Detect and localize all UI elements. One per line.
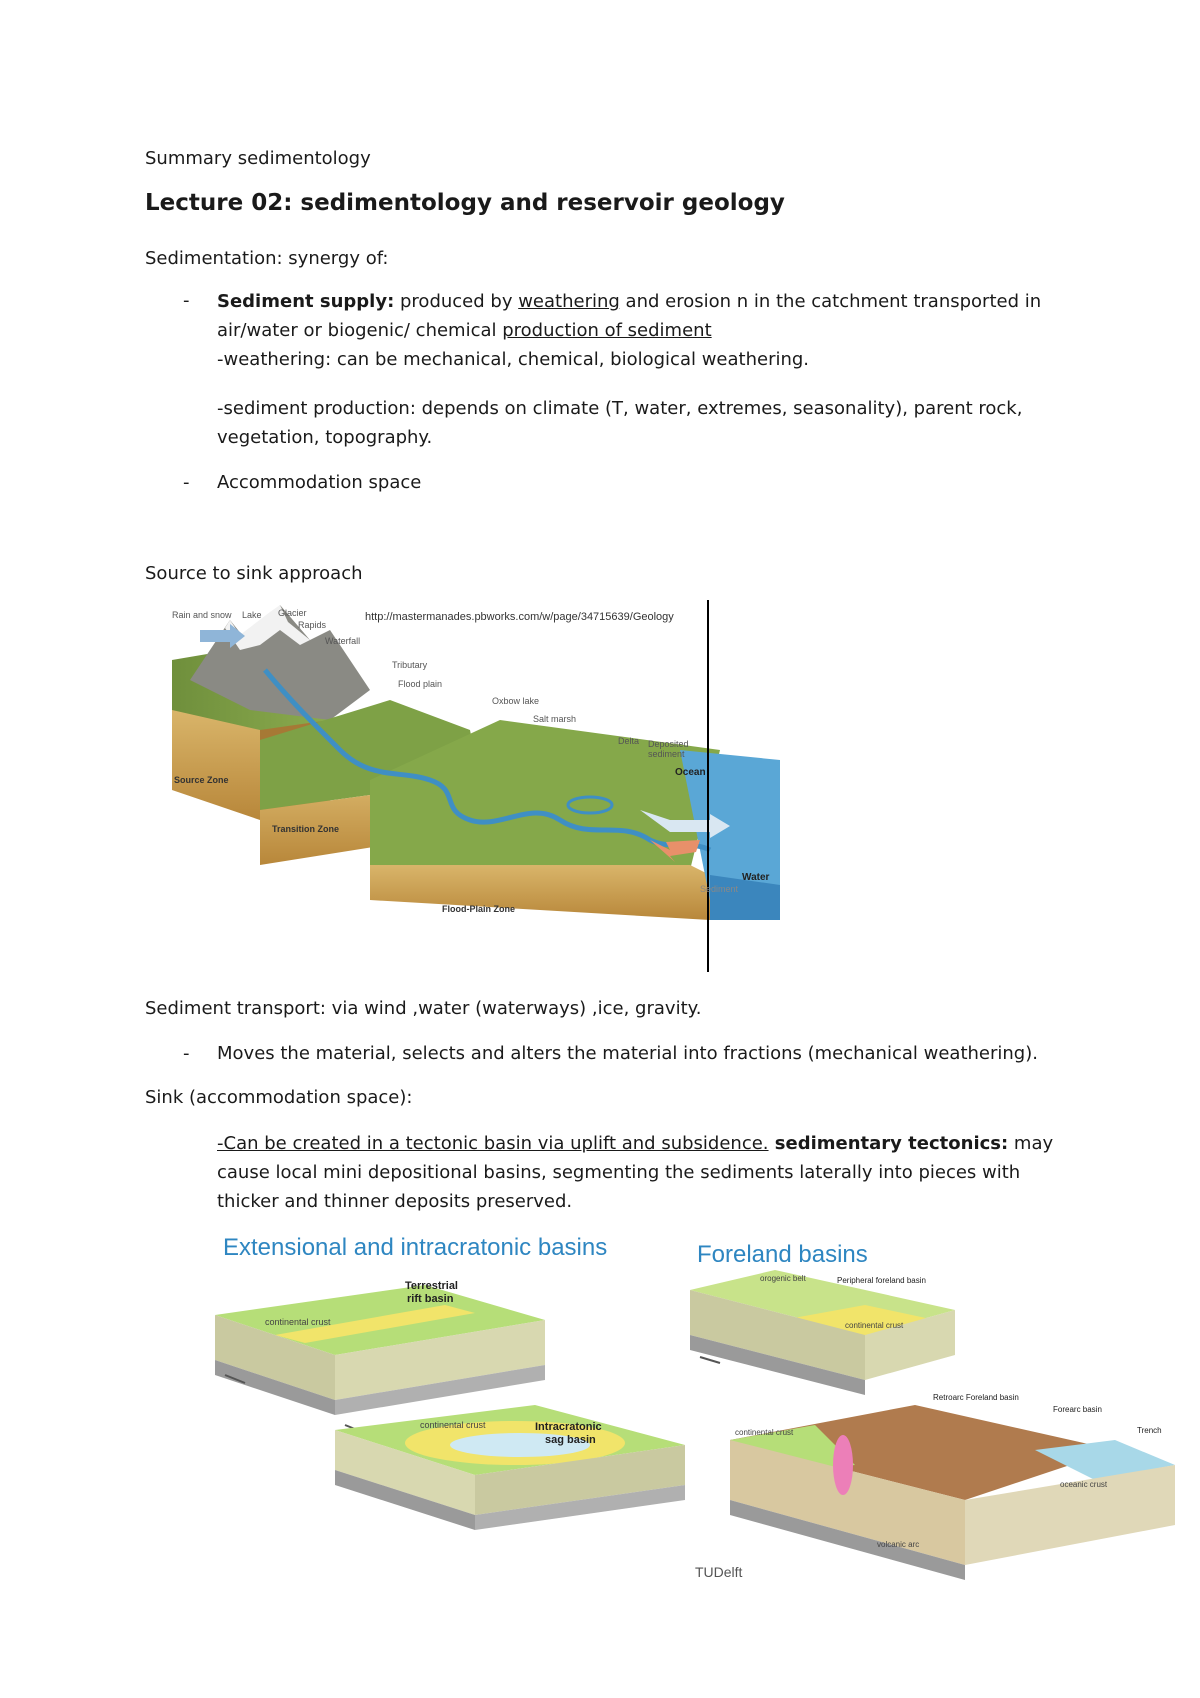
label-waterfall: Waterfall — [325, 636, 361, 646]
label-glacier: Glacier — [278, 608, 307, 618]
label-rift-basin: rift basin — [407, 1293, 454, 1305]
label-orogenic-belt: orogenic belt — [760, 1274, 806, 1283]
label-deposited: Deposited — [648, 739, 689, 749]
figure-url: http://mastermanades.pbworks.com/w/page/34715639/Geology — [365, 611, 674, 623]
label-lake: Lake — [242, 610, 262, 620]
text-span: may — [1008, 1133, 1054, 1154]
sag-basin-diagram — [335, 1405, 685, 1530]
label-trench: Trench — [1137, 1426, 1162, 1435]
label-sag-crust: continental crust — [420, 1420, 486, 1430]
text-span: and erosion n in the catchment transported in — [619, 291, 1042, 312]
label-sag-basin: sag basin — [545, 1434, 596, 1446]
label-ocean: Ocean — [675, 767, 706, 778]
label-peripheral-foreland: Peripheral foreland basin — [837, 1276, 926, 1285]
source-to-sink-heading: Source to sink approach — [145, 563, 363, 584]
underlined-tectonic-basin: -Can be created in a tectonic basin via uplift and subsidence. — [217, 1133, 769, 1154]
bullet-sediment-supply-line2 — [217, 317, 712, 345]
label-delta: Delta — [618, 736, 640, 746]
sink-line2: cause local mini depositional basins, segmenting the sediments laterally into pieces with — [217, 1162, 1021, 1183]
label-terrestrial: Terrestrial — [405, 1280, 458, 1292]
label-retroarc-foreland: Retroarc Foreland basin — [933, 1393, 1019, 1402]
label-volcanic-arc: volcanic arc — [877, 1540, 920, 1549]
source-to-sink-figure — [170, 600, 780, 972]
text-span: produced by — [394, 291, 519, 312]
link-production-of-sediment: production of sediment — [502, 320, 712, 341]
sink-line3: thicker and thinner deposits preserved. — [217, 1191, 573, 1212]
sink-heading: Sink (accommodation space): — [145, 1087, 413, 1108]
weathering-note: -weathering: can be mechanical, chemical, biological weathering. — [217, 349, 810, 370]
label-source-zone: Source Zone — [174, 775, 229, 785]
label-flood-plain: Flood plain — [398, 679, 443, 689]
label-oceanic-crust: oceanic crust — [1060, 1480, 1108, 1489]
bullet-sediment-supply-line1 — [217, 288, 1041, 316]
retroarc-foreland-diagram — [730, 1393, 1175, 1580]
sedimentation-intro: Sedimentation: synergy of: — [145, 248, 389, 269]
bullet-accommodation-space: Accommodation space — [217, 472, 422, 493]
label-flood-plain-zone: Flood-Plain Zone — [442, 904, 515, 914]
label-salt-marsh: Salt marsh — [533, 714, 577, 724]
sink-line1 — [217, 1130, 1053, 1158]
label-rapids: Rapids — [298, 620, 327, 630]
tudelft-footer: TUDelft — [695, 1564, 743, 1580]
term-sediment-supply: Sediment supply: — [217, 291, 395, 312]
production-note-line2: vegetation, topography. — [217, 427, 433, 448]
label-rain: Rain and snow — [172, 610, 232, 620]
label-retroarc-crust: continental crust — [735, 1428, 794, 1437]
link-weathering: weathering — [518, 291, 620, 312]
label-sediment-deposited: sediment — [648, 749, 685, 759]
sediment-transport-line: Sediment transport: via wind ,water (waterways) ,ice, gravity. — [145, 998, 702, 1019]
magma-chamber — [833, 1435, 853, 1495]
document-header: Summary sedimentology — [145, 148, 371, 169]
basin-types-figure — [215, 1225, 1175, 1590]
label-foreland-crust: continental crust — [845, 1321, 904, 1330]
production-note-line1: -sediment production: depends on climate (T, water, extremes, seasonality), parent rock, — [217, 398, 1023, 419]
label-sediment: Sediment — [700, 884, 739, 894]
lecture-title: Lecture 02: sedimentology and reservoir geology — [145, 190, 785, 216]
flood-plain-side — [370, 865, 710, 920]
title-foreland-basins: Foreland basins — [697, 1241, 868, 1268]
label-oxbow-lake: Oxbow lake — [492, 696, 540, 706]
label-intracratonic: Intracratonic — [535, 1421, 602, 1433]
label-continental-crust: continental crust — [265, 1317, 331, 1327]
label-transition-zone: Transition Zone — [272, 824, 340, 834]
label-forearc-basin: Forearc basin — [1053, 1405, 1102, 1414]
convergence-arrow — [700, 1357, 720, 1363]
bullet-dash: - — [183, 290, 190, 311]
label-tributary: Tributary — [392, 660, 428, 670]
peripheral-foreland-diagram — [690, 1270, 955, 1395]
label-water: Water — [742, 872, 770, 883]
term-sedimentary-tectonics: sedimentary tectonics: — [768, 1133, 1009, 1154]
bullet-dash: - — [183, 1043, 190, 1064]
text-span: air/water or biogenic/ chemical — [217, 320, 503, 341]
transport-bullet: Moves the material, selects and alters the material into fractions (mechanical weathering). — [217, 1043, 1038, 1064]
bullet-dash: - — [183, 472, 190, 493]
title-extensional-basins: Extensional and intracratonic basins — [223, 1234, 608, 1261]
